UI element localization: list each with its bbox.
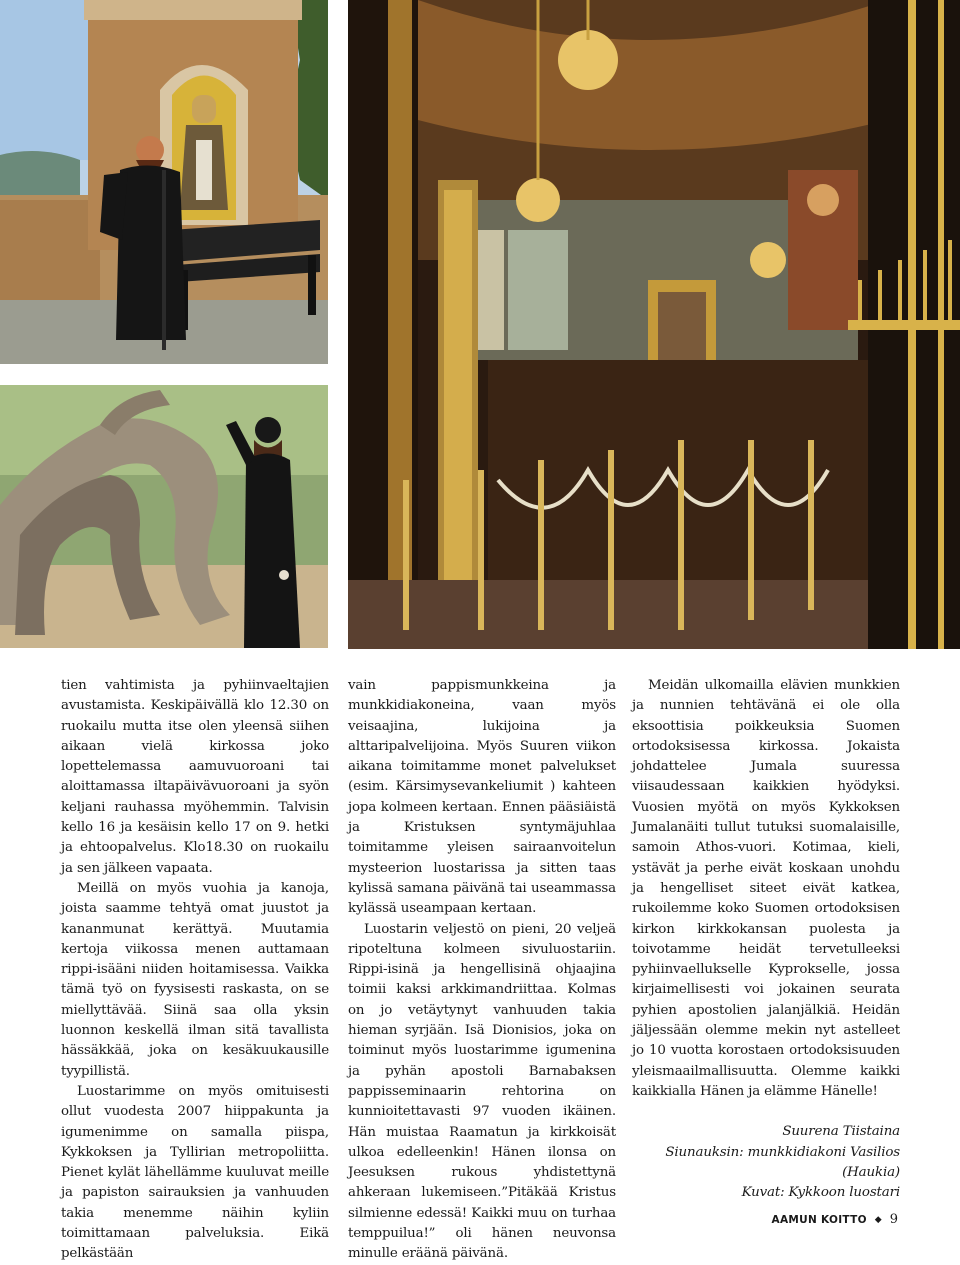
credit-photos: Kuvat: Kykkoon luostari [741, 1185, 900, 1201]
paragraph: Luostarin veljestö on pieni, 20 veljeä ripoteltuna kolmeen sivuluostariin. Rippi-isinä ja hengellisinä ohjaajina toimii kaksi arkkimandriittaa. Kolmas on jo vetäytynyt vanhuuden takia hieman syrjään. Isä Dionisios, joka on toiminut myös luostarimme igumenina ja pyhän apostoli Barnabaksen pappisseminaarin rehtorina on kunnioitettavasti 97 vuoden ikäinen. Hän muistaa Raamatun ja kirkkoisät ulkoa edelleenkin! Hänen ilonsa on Jeesuksen rukous yhdistettynä ahkeraan lukemiseen.”Pitäkää Kristus silmienne edessä! Kaikki muu on turhaa temppuilua!” oli hänen neuvonsa minulle eräänä päivänä. [348, 921, 616, 1262]
paragraph: Luostarimme on myös omituisesti ollut vuodesta 2007 hiippakunta ja igumenimme on samalla piispa, Kykkoksen ja Tyllirian metropoliitta. Pienet kylät lähellämme kuuluvat meille ja papiston sairauksien ja vanhuuden takia menemme näihin kyliin toimittamaan palveluksia. Eikä pelkästään [61, 1083, 329, 1262]
photo-monk-by-old-tree [0, 385, 328, 648]
paragraph: tien vahtimista ja pyhiinvaeltajien avustamista. Keskipäivällä klo 12.30 on ruokailu mutta itse olen yleensä siihen aikaan vielä kirkossa joko lopettelemassa aamuvuoroani tai aloittamassa iltapäivävuoroani ja syön keljani rauhassa myöhemmin. Talvisin kello 16 ja kesäisin kello 17 on 9. hetki ja ehtoopalvelus. Klo18.30 on ruokailu ja sen jälkeen vapaata. [61, 678, 329, 876]
credit-author: Suurena Tiistaina [782, 1124, 900, 1140]
text-column-1 [61, 676, 329, 1265]
photo-monk-at-shrine [0, 0, 328, 364]
paragraph: vain pappismunkkeina ja munkkidiakoneina, vaan myös veisaajina, lukijoina ja alttaripalvelijoina. Myös Suuren viikon aikana toimitamme monet palvelukset (esim. Kärsimysevankeliumit ) kahteen jopa kolmeen kertaan. Ennen pääsiäistä ja Kristuksen syntymäjuhlaa toimitamme yleisen sairaanvoitelun mysteerion luostarissa ja sitten taas kylissä samana päivänä tai useammassa kylässä useampaan kertaan. [348, 678, 616, 917]
text-column-3 [632, 676, 900, 1203]
paragraph: Meillä on myös vuohia ja kanoja, joista saamme tehtyä omat juustot ja kananmunat kerättyä. Muutamia kertoja viikossa menen auttamaan rippi-isääni niiden hoitamisessa. Vaikka tämä työ on fyysisesti raskasta, on se miellyttävää. Siinä saa olla yksin luonnon keskellä ilman sitä tavallista hässäkkää, joka on kesäkuukausille tyypillistä. [61, 880, 329, 1079]
magazine-name: AAMUN KOITTO [771, 1213, 867, 1226]
credit-blessing-name: (Haukia) [842, 1164, 900, 1180]
paragraph: Meidän ulkomailla elävien munkkien ja nunnien tehtävänä ei ole olla eksoottisia poikkeuksia Suomen ortodoksisessa kirkossa. Jokaista johdattelee Jumala suuressa viisaudessaan kaikkien hyödyksi. Vuosien myötä on myös Kykkoksen Jumalanäiti tullut tutuksi suomalaisille, samoin Athos-vuori. Kotimaa, kieli, ystävät ja perhe eivät koskaan unohdu ja hengelliset siteet eivät katkea, rukoilemme koko Suomen ortodoksisen kirkon kirkkokansan puolesta ja toivotamme heidät tervetulleeksi pyhiinvaellukselle Kyprokselle, jossa kirjaimellisesti voi jokainen seurata pyhien apostolien jalanjälkiä. Heidän jäljessään olemme mekin nyt astelleet jo 10 vuotta korostaen ortodoksisuuden yleismaailmallisuutta. Olemme kaikki kaikkialla Hänen ja elämme Hänelle! [632, 678, 900, 1099]
photo-church-interior [348, 0, 960, 649]
credit-blessing: Siunauksin: munkkidiakoni Vasilios [665, 1144, 900, 1160]
text-column-2 [348, 676, 616, 1265]
author-credits [632, 1122, 900, 1203]
page-footer [772, 1212, 898, 1227]
diamond-separator: ◆ [874, 1214, 882, 1225]
page-number: 9 [889, 1212, 898, 1227]
